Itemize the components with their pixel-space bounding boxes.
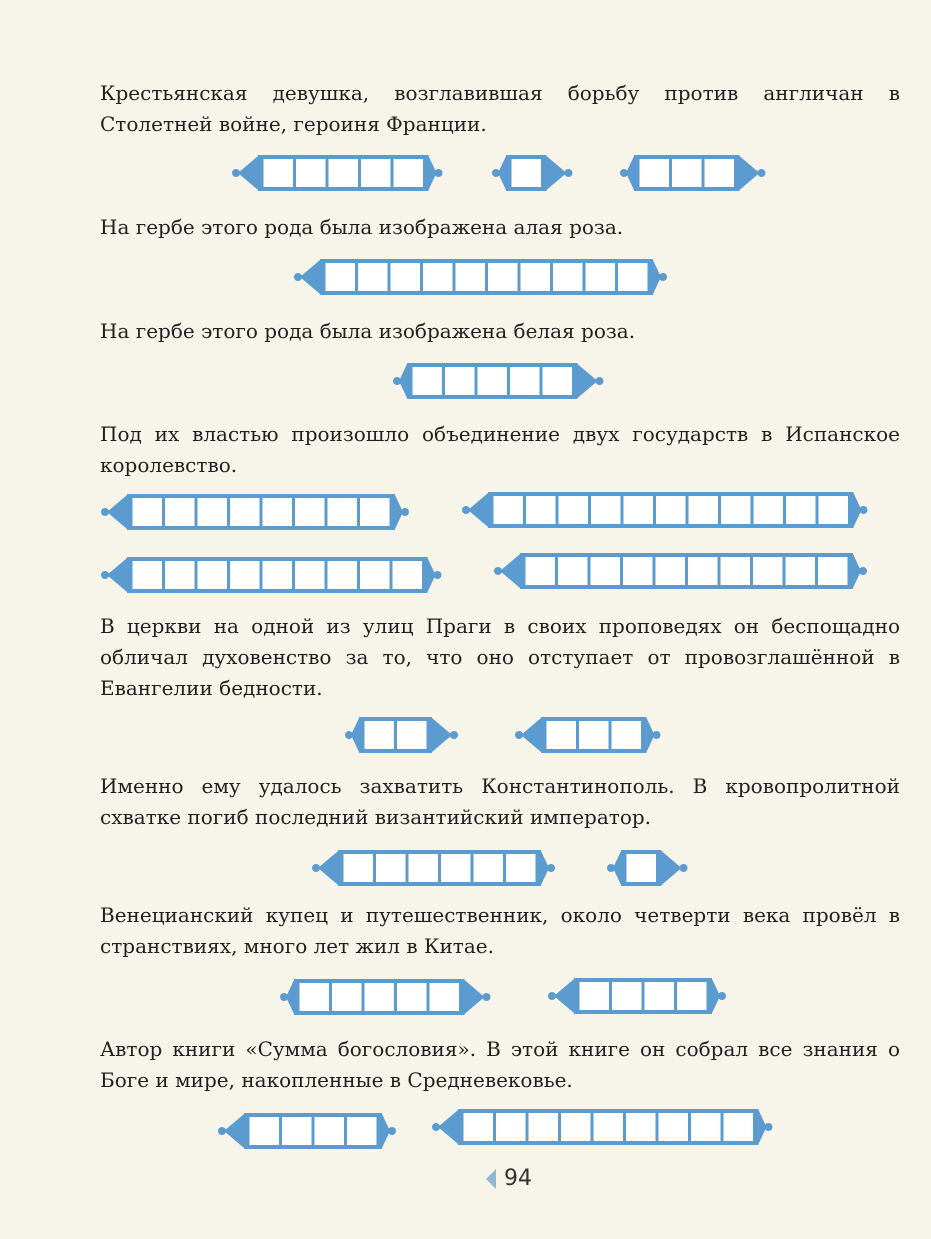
letter-cell[interactable]	[230, 561, 260, 589]
ribbon-right-dot	[434, 571, 442, 579]
letter-cell[interactable]	[691, 1113, 721, 1141]
letter-cell[interactable]	[526, 557, 556, 585]
letter-cell[interactable]	[464, 1113, 494, 1141]
letter-cell[interactable]	[786, 496, 816, 524]
ribbon-right-dot	[860, 506, 868, 514]
letter-cell[interactable]	[521, 263, 551, 291]
ribbon-left-dot	[218, 1127, 226, 1135]
ribbon-left-dot	[432, 1123, 440, 1131]
letter-cell[interactable]	[612, 982, 642, 1010]
letter-cell[interactable]	[529, 1113, 559, 1141]
letter-cell[interactable]	[328, 561, 358, 589]
letter-cell[interactable]	[344, 854, 374, 882]
letter-cell[interactable]	[594, 1113, 624, 1141]
letter-cell[interactable]	[624, 496, 654, 524]
clue-text-spain: Под их властью произошло объединение двух государств в Испанское королевство.	[100, 422, 900, 477]
letter-cell[interactable]	[397, 983, 427, 1011]
answer-word[interactable]	[548, 977, 726, 1015]
answer-ribbon-graphic	[218, 1112, 396, 1150]
letter-cell[interactable]	[409, 854, 439, 882]
letter-cell[interactable]	[559, 496, 589, 524]
answer-ribbon-graphic	[494, 552, 867, 590]
answer-ribbon-graphic	[232, 154, 443, 192]
answer-ribbon-graphic	[462, 491, 868, 529]
ribbon-left-point	[238, 156, 258, 190]
ribbon-left-dot	[462, 506, 470, 514]
ribbon-left-point	[554, 979, 574, 1013]
answer-ribbon-graphic	[345, 716, 458, 754]
ribbon-right-dot	[401, 508, 409, 516]
letter-cell[interactable]	[394, 159, 424, 187]
ribbon-right-dot	[859, 567, 867, 575]
letter-cell[interactable]	[618, 263, 648, 291]
letter-cell[interactable]	[494, 496, 524, 524]
letter-cell[interactable]	[721, 557, 751, 585]
ribbon-right-dot	[435, 169, 443, 177]
letter-cell[interactable]	[360, 498, 390, 526]
ribbon-left-point	[438, 1110, 458, 1144]
letter-cell[interactable]	[263, 498, 293, 526]
letter-cell[interactable]	[326, 263, 356, 291]
letter-cell[interactable]	[721, 496, 751, 524]
letter-cell[interactable]	[230, 498, 260, 526]
letter-cell[interactable]	[553, 263, 583, 291]
ribbon-left-dot	[494, 567, 502, 575]
answer-ribbon-graphic	[492, 154, 573, 192]
ribbon-right-dot	[659, 273, 667, 281]
answer-ribbon-graphic	[393, 362, 604, 400]
ribbon-left-dot	[548, 992, 556, 1000]
answer-ribbon-graphic	[548, 977, 726, 1015]
letter-cell[interactable]	[677, 982, 707, 1010]
answer-word[interactable]	[620, 154, 766, 192]
ribbon-right-dot	[547, 864, 555, 872]
letter-cell[interactable]	[328, 498, 358, 526]
clue-text-joan: Крестьянская девушка, возглавившая борьбу против англичан в Столетней войне, героиня Франции.	[100, 81, 900, 136]
ribbon-right-dot	[718, 992, 726, 1000]
letter-cell[interactable]	[133, 498, 163, 526]
ribbon-right-point	[578, 364, 598, 398]
letter-cell[interactable]	[295, 561, 325, 589]
ribbon-left-dot	[101, 508, 109, 516]
answer-word[interactable]	[393, 362, 604, 400]
answer-ribbon-graphic	[515, 716, 661, 754]
answer-word[interactable]	[515, 716, 661, 754]
answer-word[interactable]	[101, 493, 409, 531]
answer-ribbon-graphic	[280, 978, 491, 1016]
letter-cell[interactable]	[133, 561, 163, 589]
letter-cell[interactable]	[512, 159, 542, 187]
letter-cell[interactable]	[358, 263, 388, 291]
ribbon-left-point	[521, 718, 541, 752]
letter-cell[interactable]	[165, 498, 195, 526]
letter-cell[interactable]	[753, 557, 783, 585]
letter-cell[interactable]	[488, 263, 518, 291]
letter-cell[interactable]	[580, 982, 610, 1010]
letter-cell[interactable]	[282, 1117, 312, 1145]
letter-cell[interactable]	[474, 854, 504, 882]
letter-cell[interactable]	[623, 557, 653, 585]
ribbon-right-point	[465, 980, 485, 1014]
letter-cell[interactable]	[391, 263, 421, 291]
letter-cell[interactable]	[329, 159, 359, 187]
letter-cell[interactable]	[561, 1113, 591, 1141]
ribbon-left-dot	[607, 864, 615, 872]
letter-cell[interactable]	[347, 1117, 377, 1145]
letter-cell[interactable]	[263, 561, 293, 589]
letter-cell[interactable]	[456, 263, 486, 291]
answer-word[interactable]	[232, 154, 443, 192]
ribbon-left-dot	[312, 864, 320, 872]
letter-cell[interactable]	[198, 561, 228, 589]
answer-word[interactable]	[462, 491, 868, 529]
ribbon-left-dot	[393, 377, 401, 385]
answer-ribbon-graphic	[607, 849, 688, 887]
answer-ribbon-graphic	[620, 154, 766, 192]
ribbon-right-dot	[765, 1123, 773, 1131]
letter-cell[interactable]	[645, 982, 675, 1010]
letter-cell[interactable]	[543, 367, 573, 395]
answer-word[interactable]	[280, 978, 491, 1016]
letter-cell[interactable]	[360, 561, 390, 589]
answer-word[interactable]	[492, 154, 573, 192]
letter-cell[interactable]	[579, 721, 609, 749]
answer-word[interactable]	[218, 1112, 396, 1150]
letter-cell[interactable]	[724, 1113, 754, 1141]
letter-cell[interactable]	[365, 983, 395, 1011]
ribbon-right-dot	[450, 731, 458, 739]
ribbon-right-dot	[758, 169, 766, 177]
letter-cell[interactable]	[365, 721, 395, 749]
ribbon-left-point	[300, 260, 320, 294]
ribbon-left-dot	[280, 993, 288, 1001]
letter-cell[interactable]	[376, 854, 406, 882]
ribbon-right-dot	[596, 377, 604, 385]
answer-ribbon-graphic	[312, 849, 555, 887]
letter-cell[interactable]	[586, 263, 616, 291]
letter-cell[interactable]	[296, 159, 326, 187]
ribbon-left-dot	[345, 731, 353, 739]
letter-cell[interactable]	[506, 854, 536, 882]
ribbon-right-dot	[565, 169, 573, 177]
letter-cell[interactable]	[250, 1117, 280, 1145]
letter-cell[interactable]	[818, 557, 848, 585]
letter-cell[interactable]	[558, 557, 588, 585]
letter-cell[interactable]	[627, 854, 657, 882]
ribbon-left-dot	[294, 273, 302, 281]
clue-text-york: На гербе этого рода была изображена белая роза.	[100, 319, 636, 343]
letter-cell[interactable]	[361, 159, 391, 187]
clue-text-polo: Венецианский купец и путешественник, около четверти века провёл в странствиях, много лет жил в Китае.	[100, 903, 900, 958]
letter-cell[interactable]	[430, 983, 460, 1011]
page-marker-icon	[486, 1169, 496, 1189]
answer-word[interactable]	[345, 716, 458, 754]
clue-text-hus: В церкви на одной из улиц Праги в своих проповедях он беспощадно обличал духовенство за то, что оно отступает от провозглашённой в Евангелии бедности.	[100, 614, 900, 700]
answer-word[interactable]	[432, 1108, 773, 1146]
page-number	[486, 1166, 532, 1191]
letter-cell[interactable]	[626, 1113, 656, 1141]
letter-cell[interactable]	[332, 983, 362, 1011]
letter-cell[interactable]	[441, 854, 471, 882]
ribbon-left-point	[224, 1114, 244, 1148]
letter-cell[interactable]	[819, 496, 849, 524]
ribbon-right-dot	[483, 993, 491, 1001]
ribbon-left-dot	[515, 731, 523, 739]
answer-word[interactable]	[101, 556, 442, 594]
answer-ribbon-graphic	[432, 1108, 773, 1146]
letter-cell[interactable]	[295, 498, 325, 526]
letter-cell[interactable]	[165, 561, 195, 589]
letter-cell[interactable]	[612, 721, 642, 749]
answer-word[interactable]	[294, 258, 667, 296]
letter-cell[interactable]	[591, 557, 621, 585]
letter-cell[interactable]	[688, 557, 718, 585]
letter-cell[interactable]	[591, 496, 621, 524]
ribbon-right-dot	[680, 864, 688, 872]
letter-cell[interactable]	[754, 496, 784, 524]
answer-ribbon-graphic	[294, 258, 667, 296]
answer-word[interactable]	[607, 849, 688, 887]
letter-cell[interactable]	[264, 159, 294, 187]
ribbon-left-point	[500, 554, 520, 588]
clue-text-aquinas: Автор книги «Сумма богословия». В этой книге он собрал все знания о Боге и мире, накопленные в Средневековье.	[100, 1037, 900, 1092]
ribbon-right-dot	[653, 731, 661, 739]
answer-word[interactable]	[312, 849, 555, 887]
page-number-label: 94	[504, 1166, 532, 1191]
letter-cell[interactable]	[315, 1117, 345, 1145]
letter-cell[interactable]	[689, 496, 719, 524]
ribbon-right-point	[547, 156, 567, 190]
ribbon-left-point	[468, 493, 488, 527]
letter-cell[interactable]	[640, 159, 670, 187]
clue-text-mehmed: Именно ему удалось захватить Константинополь. В кровопролитной схватке погиб последний византийский император.	[100, 774, 900, 829]
letter-cell[interactable]	[423, 263, 453, 291]
answer-ribbon-graphic	[101, 493, 409, 531]
letter-cell[interactable]	[445, 367, 475, 395]
letter-cell[interactable]	[547, 721, 577, 749]
ribbon-right-point	[740, 156, 760, 190]
ribbon-right-point	[662, 851, 682, 885]
ribbon-left-point	[107, 558, 127, 592]
letter-cell[interactable]	[397, 721, 427, 749]
answer-ribbon-graphic	[101, 556, 442, 594]
letter-cell[interactable]	[656, 496, 686, 524]
answer-word[interactable]	[494, 552, 867, 590]
letter-cell[interactable]	[526, 496, 556, 524]
ribbon-left-dot	[620, 169, 628, 177]
ribbon-left-dot	[101, 571, 109, 579]
ribbon-left-point	[107, 495, 127, 529]
ribbon-left-dot	[492, 169, 500, 177]
letter-cell[interactable]	[478, 367, 508, 395]
ribbon-right-point	[432, 718, 452, 752]
clue-text-lancaster: На гербе этого рода была изображена алая роза.	[100, 215, 624, 239]
letter-cell[interactable]	[413, 367, 443, 395]
ribbon-left-dot	[232, 169, 240, 177]
letter-cell[interactable]	[705, 159, 735, 187]
letter-cell[interactable]	[510, 367, 540, 395]
letter-cell[interactable]	[300, 983, 330, 1011]
letter-cell[interactable]	[786, 557, 816, 585]
letter-cell[interactable]	[496, 1113, 526, 1141]
letter-cell[interactable]	[656, 557, 686, 585]
letter-cell[interactable]	[393, 561, 423, 589]
ribbon-right-dot	[388, 1127, 396, 1135]
letter-cell[interactable]	[198, 498, 228, 526]
letter-cell[interactable]	[659, 1113, 689, 1141]
ribbon-left-point	[318, 851, 338, 885]
letter-cell[interactable]	[672, 159, 702, 187]
